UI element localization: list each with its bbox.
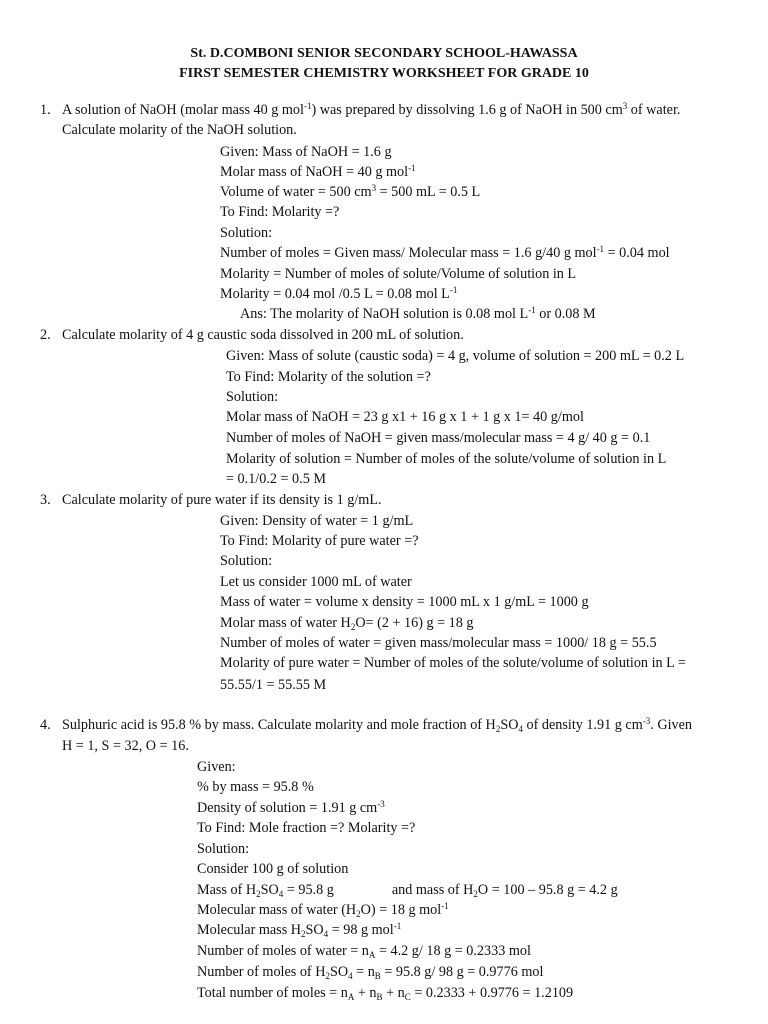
text-run: Solution: xyxy=(220,553,273,569)
solution-line xyxy=(226,389,278,406)
superscript: 3 xyxy=(371,183,377,193)
solution-line xyxy=(220,513,413,530)
text-run: Molar mass of NaOH = 23 g x1 + 16 g x 1 + 1 g x 1= 40 g/mol xyxy=(226,409,584,425)
subscript: 2 xyxy=(473,889,478,899)
solution-line xyxy=(226,430,650,447)
solution-line xyxy=(220,144,392,161)
text-run: Number of moles of water = given mass/molecular mass = 1000/ 18 g = 55.5 xyxy=(220,635,657,651)
text-run: = 98 g mol xyxy=(328,922,394,938)
text-run: O) = 18 g mol xyxy=(360,902,442,918)
text-run: = 500 mL = 0.5 L xyxy=(376,184,481,200)
text-run: SO xyxy=(260,882,279,898)
text-run: Molarity = Number of moles of solute/Volume of solution in L xyxy=(220,266,577,282)
subscript: 2 xyxy=(356,909,361,919)
text-run: Density of solution = 1.91 g cm xyxy=(197,800,378,816)
text-run: A solution of NaOH (molar mass 40 g mol xyxy=(62,102,304,118)
solution-line xyxy=(220,204,339,221)
question-text xyxy=(62,717,692,734)
subscript: B xyxy=(376,992,383,1002)
text-run: O= (2 + 16) g = 18 g xyxy=(355,615,474,631)
text-run: Mass of H xyxy=(197,882,257,898)
question-text xyxy=(62,492,382,509)
question-number: 1. xyxy=(40,102,51,118)
solution-line xyxy=(240,306,596,323)
text-run: Number of moles of NaOH = given mass/molecular mass = 4 g/ 40 g = 0.1 xyxy=(226,430,651,446)
text-run: O = 100 – 95.8 g = 4.2 g xyxy=(477,882,618,898)
text-run: Total number of moles = n xyxy=(197,985,348,1001)
text-run: Molecular mass of water (H xyxy=(197,902,357,918)
text-run: Sulphuric acid is 95.8 % by mass. Calculate molarity and mole fraction of H xyxy=(62,717,496,733)
superscript: -1 xyxy=(393,921,402,931)
text-run: SO xyxy=(305,922,324,938)
text-run: = 0.04 mol xyxy=(604,245,670,261)
subscript: 2 xyxy=(301,929,306,939)
text-run: or 0.08 M xyxy=(535,306,596,322)
superscript: -3 xyxy=(642,716,651,726)
solution-line xyxy=(197,759,236,776)
subscript: 4 xyxy=(323,929,329,939)
solution-line xyxy=(197,820,415,837)
text-run: % by mass = 95.8 % xyxy=(197,779,314,795)
text-run: = 0.1/0.2 = 0.5 M xyxy=(226,471,326,487)
text-run: Solution: xyxy=(197,841,250,857)
text-run: = 95.8 g/ 98 g = 0.9776 mol xyxy=(380,964,544,980)
superscript: 3 xyxy=(622,101,628,111)
text-run: = 95.8 g xyxy=(283,882,334,898)
superscript: -1 xyxy=(528,305,536,315)
superscript: -1 xyxy=(449,285,458,295)
text-run: Molecular mass H xyxy=(197,922,302,938)
subscript: B xyxy=(374,971,381,981)
solution-line xyxy=(220,594,589,611)
subscript: C xyxy=(404,992,411,1002)
text-run: of water. xyxy=(627,102,681,118)
text-run: Mass of water = volume x density = 1000 mL x 1 g/mL = 1000 g xyxy=(220,594,589,610)
subscript: 4 xyxy=(518,724,523,734)
solution-line xyxy=(226,369,431,386)
text-run: ) was prepared by dissolving 1.6 g of NaOH in 500 cm xyxy=(311,102,623,118)
text-run: To Find: Molarity of the solution =? xyxy=(226,369,431,385)
solution-line xyxy=(220,635,657,652)
solution-line xyxy=(197,985,573,1002)
text-run: Volume of water = 500 cm xyxy=(220,184,372,200)
text-run: 55.55/1 = 55.55 M xyxy=(220,677,327,693)
subscript: 2 xyxy=(350,622,356,632)
text-run: . Given xyxy=(650,717,693,733)
question-text xyxy=(62,738,189,755)
question-text xyxy=(62,102,680,119)
text-run: Given: xyxy=(197,759,236,775)
solution-line xyxy=(226,409,584,426)
text-run: To Find: Molarity of pure water =? xyxy=(220,533,419,549)
text-run: and mass of H xyxy=(391,882,474,898)
solution-line xyxy=(220,615,474,632)
solution-line xyxy=(220,245,670,262)
solution-line xyxy=(226,348,684,365)
text-run: Number of moles of H xyxy=(197,964,326,980)
text-run: = 0.2333 + 0.9776 = 1.2109 xyxy=(410,985,574,1001)
text-run: Given: Mass of NaOH = 1.6 g xyxy=(220,144,392,160)
text-run: H = 1, S = 32, O = 16. xyxy=(62,738,189,754)
solution-line xyxy=(220,533,419,550)
question-number: 3. xyxy=(40,492,51,508)
text-run: Consider 100 g of solution xyxy=(197,861,349,877)
text-run: Molarity of solution = Number of moles of the solute/volume of solution in L xyxy=(226,451,667,467)
question-text xyxy=(62,327,464,344)
solution-line xyxy=(220,164,416,181)
subscript: A xyxy=(368,950,376,960)
school-name: St. D.COMBONI SENIOR SECONDARY SCHOOL-HAWASSA xyxy=(190,46,578,61)
solution-line xyxy=(197,800,385,817)
solution-line xyxy=(197,943,531,960)
solution-line xyxy=(220,655,686,672)
text-run: To Find: Mole fraction =? Molarity =? xyxy=(197,820,416,836)
text-run: Given: Density of water = 1 g/mL xyxy=(220,513,414,529)
solution-line xyxy=(220,553,272,570)
text-run: + n xyxy=(354,985,377,1001)
worksheet-title: FIRST SEMESTER CHEMISTRY WORKSHEET FOR GRADE 10 xyxy=(179,66,589,81)
subscript: 2 xyxy=(256,889,261,899)
solution-line xyxy=(197,861,348,878)
solution-line xyxy=(197,964,543,981)
text-run: Molar mass of water H xyxy=(220,615,351,631)
text-run: Molarity of pure water = Number of moles of the solute/volume of solution in L = xyxy=(220,655,686,671)
text-run: Number of moles of water = n xyxy=(197,943,369,959)
solution-line xyxy=(220,574,412,591)
subscript: 4 xyxy=(348,971,353,981)
superscript: -1 xyxy=(303,101,312,111)
text-run: SO xyxy=(500,717,519,733)
question-number: 2. xyxy=(40,327,51,343)
superscript: -1 xyxy=(596,244,605,254)
text-run: Calculate molarity of the NaOH solution. xyxy=(62,122,297,138)
text-run: Solution: xyxy=(226,389,279,405)
solution-line xyxy=(197,779,314,796)
text-run: Given: Mass of solute (caustic soda) = 4 g, volume of solution = 200 mL = 0.2 L xyxy=(226,348,685,364)
solution-line xyxy=(197,922,401,939)
solution-line xyxy=(220,677,326,694)
text-run: Calculate molarity of 4 g caustic soda dissolved in 200 mL of solution. xyxy=(62,327,464,343)
text-run: = 4.2 g/ 18 g = 0.2333 mol xyxy=(375,943,531,959)
subscript: 2 xyxy=(495,724,501,734)
solution-line xyxy=(197,902,449,919)
text-run: of density 1.91 g cm xyxy=(522,717,643,733)
text-run: Let us consider 1000 mL of water xyxy=(220,574,412,590)
text-run: Ans: The molarity of NaOH solution is 0.08 mol L xyxy=(240,306,529,322)
superscript: -1 xyxy=(408,163,416,173)
solution-line xyxy=(220,266,576,283)
question-text xyxy=(62,122,297,139)
solution-line xyxy=(197,841,249,858)
question-number: 4. xyxy=(40,717,51,733)
text-run: Number of moles = Given mass/ Molecular mass = 1.6 g/40 g mol xyxy=(220,245,597,261)
superscript: -1 xyxy=(441,901,449,911)
text-run: + n xyxy=(382,985,405,1001)
text-run: Molarity = 0.04 mol /0.5 L = 0.08 mol L xyxy=(220,286,450,302)
solution-line xyxy=(220,225,272,242)
text-run: SO xyxy=(329,964,349,980)
text-run: = n xyxy=(352,964,375,980)
text-run: Solution: xyxy=(220,225,273,241)
solution-line xyxy=(226,471,326,488)
subscript: 2 xyxy=(325,971,330,981)
solution-line xyxy=(226,451,666,468)
text-run: Calculate molarity of pure water if its density is 1 g/mL. xyxy=(62,492,382,508)
superscript: -3 xyxy=(377,799,385,809)
solution-line xyxy=(220,184,480,201)
subscript: A xyxy=(347,992,355,1002)
solution-line xyxy=(197,882,618,899)
solution-line xyxy=(220,286,457,303)
subscript: 4 xyxy=(278,889,284,899)
text-run: To Find: Molarity =? xyxy=(220,204,340,220)
text-run: Molar mass of NaOH = 40 g mol xyxy=(220,164,409,180)
